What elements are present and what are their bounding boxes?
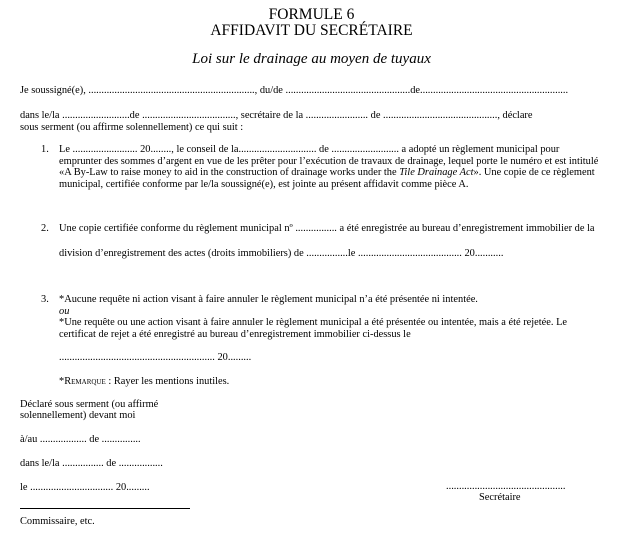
- declaration-a-au: à/au .................. de ...............: [20, 434, 141, 445]
- commissaire-signature-line: [20, 508, 190, 509]
- declaration-le: le ................................ 20.........: [20, 482, 150, 493]
- item-1-line-3-start: «A By-Law to raise money to aid in the construction of drainage works under the: [59, 167, 400, 178]
- declaration-line-2: solennellement) devant moi: [20, 410, 136, 421]
- item-3-option-b-line-1: *Une requête ou une action visant à faire annuler le règlement municipal a été présentée ou intentée, mais a été rejetée. Le: [59, 317, 568, 328]
- secretary-label: Secrétaire: [479, 492, 521, 503]
- item-1-line-2: emprunter des sommes d’argent en vue de les prêter pour l’exécution de travaux de drainage, lequel porte le numéro et est intitulé: [59, 156, 599, 167]
- item-2-line-2: division d’enregistrement des actes (droits immobiliers) de ................le ........................................ 20...........: [59, 248, 504, 259]
- declaration-line-1: Déclaré sous serment (ou affirmé: [20, 399, 159, 410]
- remarque-star: *: [59, 376, 65, 387]
- remarque-label: Remarque: [64, 376, 106, 387]
- secretary-signature-line: ..............................................: [446, 481, 566, 492]
- item-3-option-a: *Aucune requête ni action visant à faire annuler le règlement municipal n’a été présentée ni intentée.: [59, 294, 478, 305]
- form-number: FORMULE 6: [268, 6, 355, 23]
- intro-line-3: sous serment (ou affirme solennellement) ce qui suit :: [20, 122, 244, 133]
- item-2-number: 2.: [41, 223, 49, 234]
- item-2-line-1: Une copie certifiée conforme du règlement municipal nº ................ a été enregistrée au bureau d’enregistrement immobilier de la: [59, 223, 595, 234]
- tile-drainage-act-title: Tile Drainage Act: [399, 167, 474, 178]
- declaration-dans: dans le/la ................ de .................: [20, 458, 163, 469]
- remarque-note: [59, 375, 229, 388]
- form-title: AFFIDAVIT DU SECRÉTAIRE: [210, 22, 413, 39]
- item-1-line-3-end: ». Une copie de ce règlement: [473, 167, 595, 178]
- item-1-line-1: Le ......................... 20........, le conseil de la.............................. de .......................... a adopté un règlement municipal pour: [59, 144, 560, 155]
- commissaire-label: Commissaire, etc.: [20, 516, 95, 527]
- intro-line-2: dans le/la ..........................de ...................................., secrétaire de la ........................ de ............................................, déclare: [20, 110, 533, 121]
- intro-line-1: Je soussigné(e), ................................................................, du/de ................................................de.........................................................: [20, 85, 569, 96]
- item-1-line-4: municipal, certifiée conforme par le/la soussigné(e), est jointe au présent affidavit comme pièce A.: [59, 179, 469, 190]
- item-3-option-b-line-2: certificat de rejet a été enregistré au bureau d’enregistrement immobilier ci-dessus le: [59, 329, 411, 340]
- item-3-date-line: ............................................................ 20.........: [59, 352, 252, 363]
- item-3-number: 3.: [41, 294, 49, 305]
- act-subtitle: Loi sur le drainage au moyen de tuyaux: [192, 51, 431, 67]
- item-1-number: 1.: [41, 144, 49, 155]
- remarque-text: : Rayer les mentions inutiles.: [105, 376, 230, 387]
- item-3-ou: ou: [59, 306, 70, 317]
